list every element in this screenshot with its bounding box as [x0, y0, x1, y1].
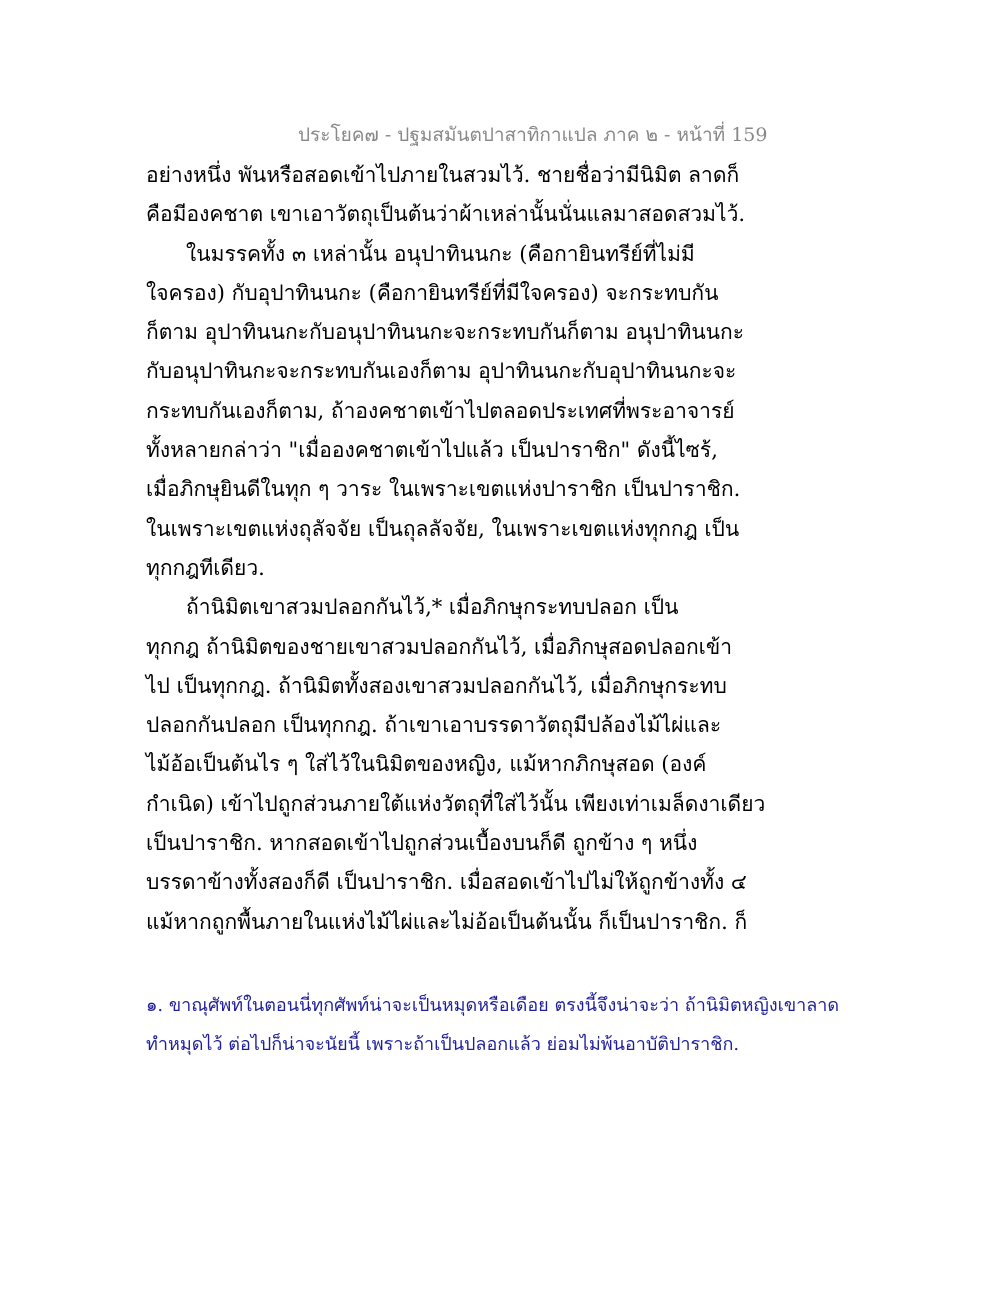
body-line: ทุกกฎ ถ้านิมิตของชายเขาสวมปลอกกันไว้, เมื่อภิกษุสอดปลอกเข้า: [146, 634, 732, 659]
footnote-line: ทำหมุดไว้ ต่อไปก็น่าจะนัยนี้ เพราะถ้าเป็นปลอกแล้ว ย่อมไม่พ้นอาบัติปาราชิก.: [146, 1034, 740, 1055]
body-line: กระทบกันเองก็ตาม, ถ้าองคชาตเข้าไปตลอดประเทศที่พระอาจารย์: [146, 398, 735, 423]
body-line: ถ้านิมิตเขาสวมปลอกกันไว้,* เมื่อภิกษุกระทบปลอก เป็น: [186, 595, 679, 620]
body-line: ก็ตาม อุปาทินนกะกับอนุปาทินนกะจะกระทบกันก็ตาม อนุปาทินนกะ: [146, 320, 745, 345]
body-line: คือมีองคชาต เขาเอาวัตถุเป็นต้นว่าผ้าเหล่านั้นนั่นแลมาสอดสวมไว้.: [146, 202, 746, 227]
body-line: บรรดาข้างทั้งสองก็ดี เป็นปาราชิก. เมื่อสอดเข้าไปไม่ให้ถูกข้างทั้ง ๔: [146, 870, 747, 895]
body-line: ใจครอง) กับอุปาทินนกะ (คือกายินทรีย์ที่มีใจครอง) จะกระทบกัน: [146, 280, 719, 305]
body-line: ทั้งหลายกล่าว่า "เมื่อองคชาตเข้าไปแล้ว เป็นปาราชิก" ดังนี้ไซร้,: [146, 438, 718, 463]
footnotes: [146, 986, 866, 1064]
body-line: เป็นปาราชิก. หากสอดเข้าไปถูกส่วนเบื้องบนก็ดี ถูกข้าง ๆ หนึ่ง: [146, 831, 698, 856]
body-line: กับอนุปาทินกะจะกระทบกันเองก็ตาม อุปาทินนกะกับอุปาทินนกะจะ: [146, 359, 737, 384]
body-line: ไป เป็นทุกกฎ. ถ้านิมิตทั้งสองเขาสวมปลอกกันไว้, เมื่อภิกษุกระทบ: [146, 673, 727, 698]
body-line: เมื่อภิกษุยินดีในทุก ๆ วาระ ในเพราะเขตแห่งปาราชิก เป็นปาราชิก.: [146, 477, 741, 502]
body-line: ปลอกกันปลอก เป็นทุกกฎ. ถ้าเขาเอาบรรดาวัตถุมีปล้องไม้ไผ่และ: [146, 713, 722, 738]
body-line: ไม้อ้อเป็นต้นไร ๆ ใส่ไว้ในนิมิตของหญิง, แม้หากภิกษุสอด (องค์: [146, 752, 707, 777]
body-line: ทุกกฎทีเดียว.: [146, 555, 265, 580]
body-text: [146, 156, 866, 942]
body-line: แม้หากถูกพื้นภายในแห่งไม้ไผ่และไม่อ้อเป็นต้นนั้น ก็เป็นปาราชิก. ก็: [146, 909, 748, 934]
page-header: ประโยค๗ - ปฐมสมันตปาสาทิกาแปล ภาค ๒ - หน้าที่ 159: [298, 124, 768, 146]
body-line: อย่างหนึ่ง พันหรือสอดเข้าไปภายในสวมไว้. ชายชื่อว่ามีนิมิต ลาดก็: [146, 163, 740, 187]
body-line: ในมรรคทั้ง ๓ เหล่านั้น อนุปาทินนกะ (คือกายินทรีย์ที่ไม่มี: [186, 241, 695, 266]
body-line: กำเนิด) เข้าไปถูกส่วนภายใต้แห่งวัตถุที่ใส่ไว้นั้น เพียงเท่าเมล็ดงาเดียว: [146, 791, 766, 816]
body-line: ในเพราะเขตแห่งถุลัจจัย เป็นถุลลัจจัย, ในเพราะเขตแห่งทุกกฎ เป็น: [146, 516, 740, 541]
footnote-line: ๑. ขาณุศัพท์ในตอนนี่ทุกศัพท์น่าจะเป็นหมุดหรือเดือย ตรงนี้จึงน่าจะว่า ถ้านิมิตหญิงเขาลาด: [146, 995, 840, 1016]
